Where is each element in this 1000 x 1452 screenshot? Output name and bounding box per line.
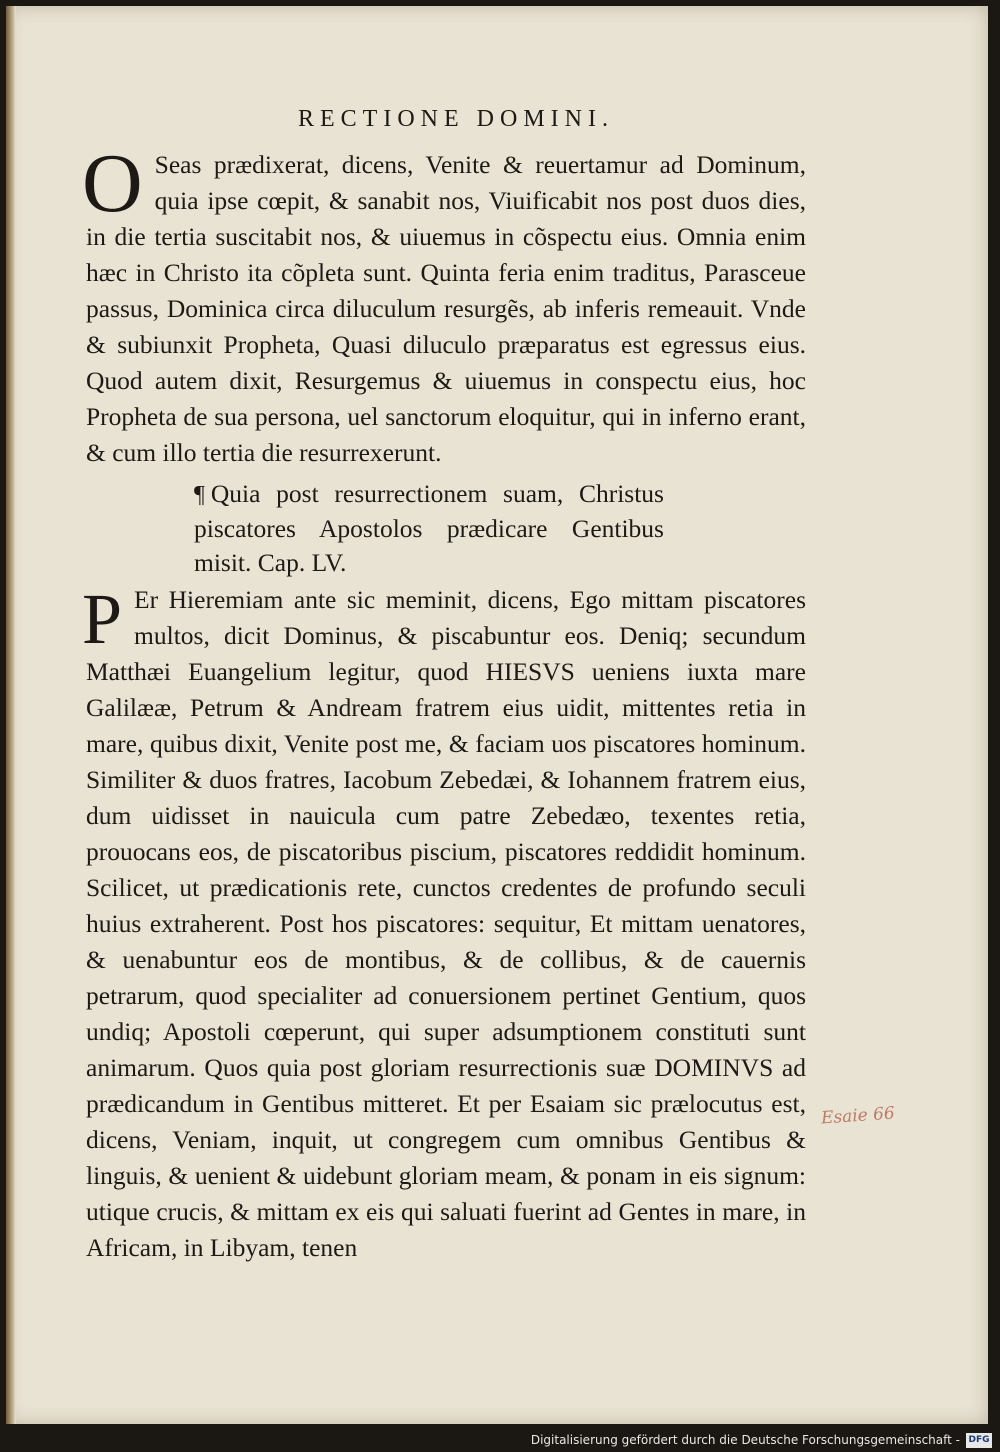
pilcrow-icon: ¶ [194,482,205,508]
dropcap-o: O [82,137,143,230]
chapter-heading [194,477,664,580]
dropcap-p: P [82,579,123,659]
text-block [82,106,806,1266]
chapter-heading-text: Quia post resurrectionem suam, Christus piscatores Apostolos prædicare Gentibus misit. Cap. LV. [194,479,664,577]
paragraph-2-text: Er Hieremiam ante sic meminit, dicens, Ego mittam piscatores multos, dicit Dominus, & piscabuntur eos. Deniq; secundum Matthæi Euangelium legitur, quod HIESVS ueniens iuxta mare Galilææ, Petrum & Andream fratrem eius uidit, mittentes retia in mare, quibus dixit, Venite post me, & faciam uos piscatores hominum. Similiter & duos fratres, Iacobum Zebedæi, & Iohannem fratrem eius, dum uidisset in nauicula cum patre Zebedæo, texentes retia, prouocans eos, de piscatoribus piscium, piscatores reddidit hominum. Scilicet, ut prædicationis rete, cunctos credentes de profundo seculi huius extraherent. Post hos piscatores: sequitur, Et mittam uenatores, & uenabuntur eos de montibus, & de collibus, & de cauernis petrarum, quod specialiter ad conuersionem pertinet Gentium, quos undiq; Apostoli cœperunt, qui super adsumptionem constituti sunt animarum. Quos quia post gloriam resurrectionis suæ DOMINVS ad prædicandum in Gentibus mitteret. Et per Esaiam sic prælocutus est, dicens, Veniam, inquit, ut congregem cum omnibus Gentibus & linguis, & uenient & uidebunt gloriam meam, & ponam in eis signum: utique crucis, & mittam ex eis qui saluati fuerint ad Gentes in mare, in Africam, in Libyam, tenen [86,585,806,1262]
marginal-note: Esaie 66 [820,1103,896,1129]
page-spine-shadow [6,6,16,1424]
paragraph-2 [82,579,806,1266]
footer-bar [0,1428,1000,1452]
paragraph-1-text: Seas prædixerat, dicens, Venite & reuertamur ad Dominum, quia ipse cœpit, & sanabit nos, Viuificabit nos post duos dies, in die tertia suscitabit nos, & uiuemus in cõspectu eius. Omnia enim hæc in Christo ita cõpleta sunt. Quinta feria enim traditus, Parasceue passus, Dominica circa diluculum resurgẽs, ab inferis remeauit. Vnde & subiunxit Propheta, Quasi diluculo præparatus est egressus eius. Quod autem dixit, Resurgemus & uiuemus in conspectu eius, hoc Propheta de sua persona, uel sanctorum eloquitur, qui in inferno erant, & cum illo tertia die resurrexerunt. [86,150,806,467]
paragraph-1 [82,137,806,471]
running-head: RECTIONE DOMINI. [298,106,614,132]
dfg-funding-label: Digitalisierung gefördert durch die Deutsche Forschungsgemeinschaft - [530,1433,960,1447]
book-page [6,6,988,1424]
dfg-logo-icon: DFG [966,1433,992,1448]
